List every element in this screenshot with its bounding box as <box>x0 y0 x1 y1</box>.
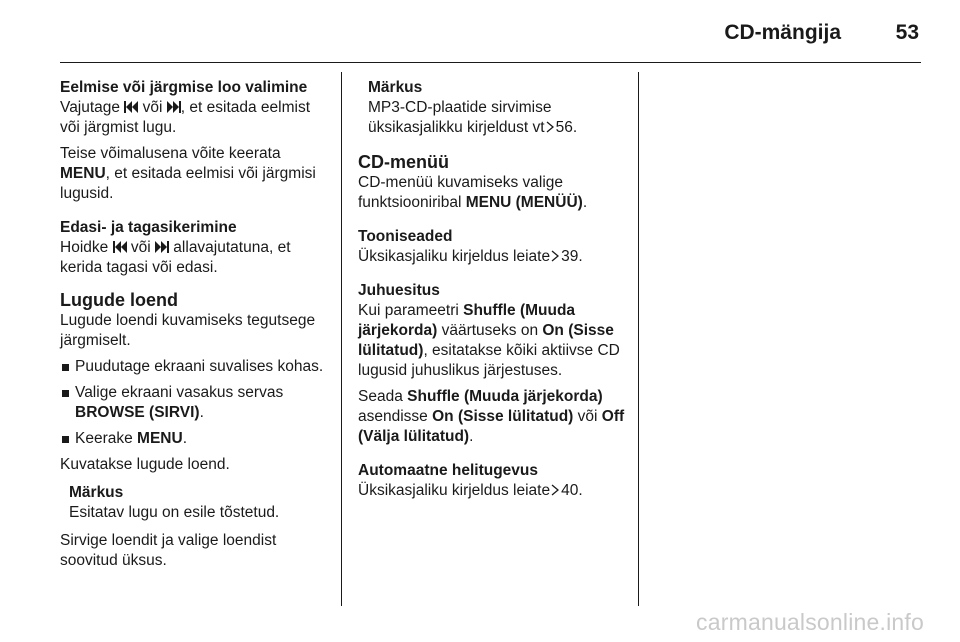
note-text: MP3-CD-plaatide sirvimise üksikasjalikku kirjeldust vt 56. <box>368 99 578 136</box>
page-reference-icon <box>551 484 559 496</box>
column-2 <box>358 78 630 507</box>
list-item: Puudutage ekraani suvalises kohas. <box>60 357 330 377</box>
page-reference-icon <box>546 121 554 133</box>
paragraph-browse-list: Sirvige loendit ja valige loendist soovitud üksus. <box>60 532 277 569</box>
paragraph-prev-next: Vajutage või , et esitada eelmist või järgmist lugu. <box>60 99 311 136</box>
heading-cd-menu: CD-menüü <box>358 152 449 172</box>
bullet-list <box>60 357 330 449</box>
paragraph-menu-turn: Teise võimalusena võite keerata MENU, et esitada eelmisi või järgmisi lugusid. <box>60 145 316 202</box>
note-box <box>69 483 330 523</box>
page-title: CD-mängija <box>724 21 841 44</box>
column-1 <box>60 78 330 577</box>
column-divider-right <box>638 72 639 606</box>
list-item: Valige ekraani vasakus servas BROWSE (SIRVI). <box>60 383 330 423</box>
list-item: Keerake MENU. <box>60 429 330 449</box>
section-title-prev-next: Eelmise või järgmise loo valimine <box>60 79 308 96</box>
skip-previous-icon <box>124 101 138 113</box>
skip-previous-icon <box>113 241 127 253</box>
paragraph-cd-menu: CD-menüü kuvamiseks valige funktsiooniribal MENU (MENÜÜ). <box>358 174 588 211</box>
paragraph-track-list-intro: Lugude loendi kuvamiseks tegutsege järgmiselt. <box>60 312 316 349</box>
skip-next-icon <box>155 241 169 253</box>
column-divider-left <box>341 72 342 606</box>
paragraph-auto-volume: Üksikasjaliku kirjeldus leiate 40. <box>358 482 583 499</box>
watermark: carmanualsonline.info <box>696 609 924 635</box>
note-title: Märkus <box>69 484 124 501</box>
note-text: Esitatav lugu on esile tõstetud. <box>69 504 280 521</box>
page-reference-icon <box>551 250 559 262</box>
page-number: 53 <box>895 21 919 44</box>
paragraph-seek: Hoidke või allavajutatuna, et kerida tagasi või edasi. <box>60 239 291 276</box>
paragraph-shuffle-1: Kui parameetri Shuffle (Muuda järjekorda) väärtuseks on On (Sisse lülitatud), esitatakse kõiki aktiivse CD lugusid juhuslikus järjestuses. <box>358 302 620 379</box>
heading-track-list: Lugude loend <box>60 290 178 310</box>
paragraph-list-shown: Kuvatakse lugude loend. <box>60 456 230 473</box>
section-title-seek: Edasi- ja tagasikerimine <box>60 219 237 236</box>
note-title: Märkus <box>368 79 423 96</box>
note-box <box>368 78 630 138</box>
section-title-tone: Tooniseaded <box>358 228 453 245</box>
paragraph-shuffle-2: Seada Shuffle (Muuda järjekorda) asendisse On (Sisse lülitatud) või Off (Välja lülitatud). <box>358 388 625 445</box>
section-title-auto-volume: Automaatne helitugevus <box>358 462 538 479</box>
skip-next-icon <box>167 101 181 113</box>
paragraph-tone: Üksikasjaliku kirjeldus leiate 39. <box>358 248 583 265</box>
page-header <box>60 14 921 63</box>
section-title-shuffle: Juhuesitus <box>358 282 440 299</box>
